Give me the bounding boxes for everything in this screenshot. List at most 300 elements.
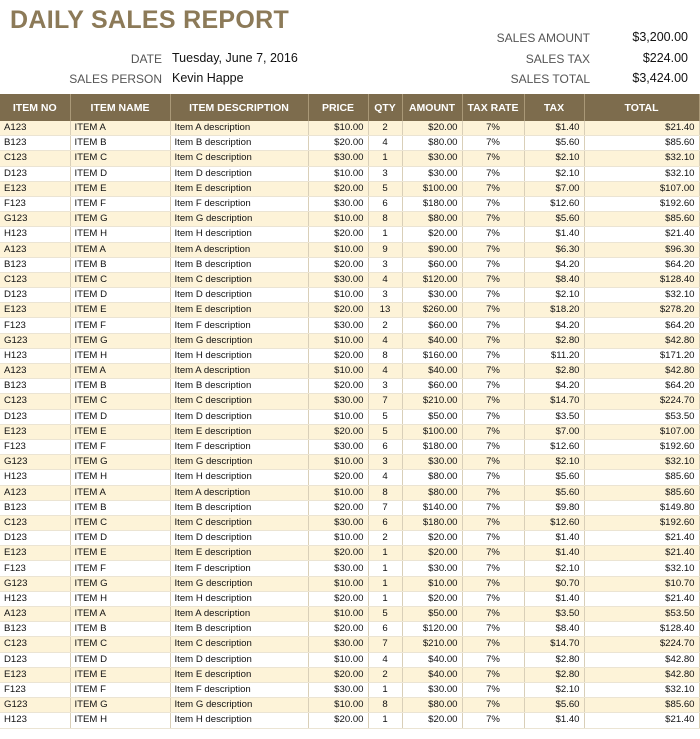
cell-item-name: ITEM A: [70, 242, 170, 257]
cell-item-name: ITEM D: [70, 531, 170, 546]
cell-item-name: ITEM H: [70, 713, 170, 728]
cell-qty: 2: [368, 531, 402, 546]
cell-total: $21.40: [584, 591, 699, 606]
cell-amount: $210.00: [402, 637, 462, 652]
cell-item-name: ITEM B: [70, 622, 170, 637]
table-row: [0, 455, 699, 470]
cell-tax: $7.00: [524, 181, 584, 196]
cell-amount: $10.00: [402, 576, 462, 591]
cell-item-description: Item F description: [170, 196, 308, 211]
cell-qty: 7: [368, 637, 402, 652]
cell-item-no: C123: [0, 151, 70, 166]
cell-qty: 5: [368, 424, 402, 439]
cell-qty: 1: [368, 713, 402, 728]
cell-qty: 9: [368, 242, 402, 257]
cell-tax-rate: 7%: [462, 667, 524, 682]
cell-tax-rate: 7%: [462, 500, 524, 515]
cell-item-description: Item C description: [170, 394, 308, 409]
cell-item-description: Item E description: [170, 546, 308, 561]
cell-item-name: ITEM C: [70, 515, 170, 530]
cell-qty: 5: [368, 181, 402, 196]
table-row: [0, 515, 699, 530]
cell-tax: $14.70: [524, 637, 584, 652]
cell-total: $149.80: [584, 500, 699, 515]
cell-item-no: G123: [0, 698, 70, 713]
cell-tax-rate: 7%: [462, 682, 524, 697]
table-row: [0, 394, 699, 409]
cell-qty: 6: [368, 515, 402, 530]
cell-amount: $80.00: [402, 470, 462, 485]
cell-tax-rate: 7%: [462, 364, 524, 379]
cell-amount: $140.00: [402, 500, 462, 515]
table-row: [0, 348, 699, 363]
cell-item-name: ITEM H: [70, 470, 170, 485]
cell-qty: 2: [368, 121, 402, 136]
cell-amount: $30.00: [402, 682, 462, 697]
cell-price: $20.00: [308, 470, 368, 485]
cell-amount: $20.00: [402, 227, 462, 242]
cell-total: $85.60: [584, 212, 699, 227]
table-row: [0, 424, 699, 439]
cell-item-description: Item G description: [170, 212, 308, 227]
cell-qty: 4: [368, 272, 402, 287]
cell-tax-rate: 7%: [462, 257, 524, 272]
cell-item-description: Item B description: [170, 622, 308, 637]
cell-amount: $40.00: [402, 652, 462, 667]
cell-tax: $2.80: [524, 364, 584, 379]
cell-tax: $2.80: [524, 333, 584, 348]
cell-item-name: ITEM D: [70, 652, 170, 667]
cell-tax: $0.70: [524, 576, 584, 591]
cell-price: $10.00: [308, 485, 368, 500]
cell-item-no: G123: [0, 455, 70, 470]
cell-item-name: ITEM G: [70, 576, 170, 591]
cell-qty: 8: [368, 698, 402, 713]
cell-amount: $90.00: [402, 242, 462, 257]
cell-item-no: A123: [0, 485, 70, 500]
cell-total: $192.60: [584, 439, 699, 454]
cell-tax: $2.10: [524, 561, 584, 576]
cell-price: $10.00: [308, 288, 368, 303]
cell-amount: $50.00: [402, 607, 462, 622]
cell-total: $96.30: [584, 242, 699, 257]
cell-item-name: ITEM C: [70, 272, 170, 287]
cell-total: $85.60: [584, 470, 699, 485]
cell-tax-rate: 7%: [462, 242, 524, 257]
cell-tax: $12.60: [524, 439, 584, 454]
cell-amount: $260.00: [402, 303, 462, 318]
cell-price: $20.00: [308, 227, 368, 242]
cell-price: $20.00: [308, 303, 368, 318]
cell-item-name: ITEM B: [70, 136, 170, 151]
cell-tax: $3.50: [524, 409, 584, 424]
cell-qty: 8: [368, 212, 402, 227]
cell-amount: $40.00: [402, 333, 462, 348]
cell-amount: $20.00: [402, 531, 462, 546]
cell-item-no: E123: [0, 546, 70, 561]
cell-tax-rate: 7%: [462, 698, 524, 713]
cell-item-name: ITEM H: [70, 348, 170, 363]
cell-total: $21.40: [584, 227, 699, 242]
cell-amount: $80.00: [402, 136, 462, 151]
cell-amount: $180.00: [402, 515, 462, 530]
cell-total: $10.70: [584, 576, 699, 591]
cell-item-no: B123: [0, 257, 70, 272]
cell-tax-rate: 7%: [462, 303, 524, 318]
cell-amount: $40.00: [402, 364, 462, 379]
cell-total: $32.10: [584, 166, 699, 181]
cell-tax: $1.40: [524, 121, 584, 136]
cell-tax-rate: 7%: [462, 348, 524, 363]
date-label: DATE: [130, 52, 162, 66]
cell-item-no: D123: [0, 166, 70, 181]
cell-item-no: G123: [0, 576, 70, 591]
cell-qty: 6: [368, 196, 402, 211]
cell-item-name: ITEM F: [70, 318, 170, 333]
cell-item-description: Item F description: [170, 318, 308, 333]
cell-item-no: H123: [0, 470, 70, 485]
cell-total: $224.70: [584, 637, 699, 652]
cell-qty: 4: [368, 652, 402, 667]
sales-total-value: $3,424.00: [632, 71, 688, 85]
cell-tax-rate: 7%: [462, 637, 524, 652]
cell-item-name: ITEM A: [70, 485, 170, 500]
cell-item-description: Item C description: [170, 151, 308, 166]
cell-item-name: ITEM A: [70, 607, 170, 622]
cell-amount: $30.00: [402, 561, 462, 576]
cell-tax-rate: 7%: [462, 576, 524, 591]
cell-tax-rate: 7%: [462, 212, 524, 227]
date-value: Tuesday, June 7, 2016: [172, 51, 298, 65]
cell-tax: $2.10: [524, 455, 584, 470]
cell-amount: $180.00: [402, 439, 462, 454]
cell-item-no: F123: [0, 561, 70, 576]
cell-item-no: F123: [0, 682, 70, 697]
cell-qty: 8: [368, 348, 402, 363]
cell-amount: $20.00: [402, 591, 462, 606]
table-row: [0, 212, 699, 227]
cell-tax: $1.40: [524, 531, 584, 546]
cell-price: $10.00: [308, 121, 368, 136]
cell-item-description: Item G description: [170, 576, 308, 591]
cell-item-no: B123: [0, 136, 70, 151]
cell-tax: $4.20: [524, 379, 584, 394]
cell-tax-rate: 7%: [462, 409, 524, 424]
cell-price: $10.00: [308, 607, 368, 622]
table-row: [0, 136, 699, 151]
cell-tax: $1.40: [524, 227, 584, 242]
cell-amount: $20.00: [402, 546, 462, 561]
cell-item-name: ITEM E: [70, 303, 170, 318]
header-item-no: ITEM NO: [0, 94, 70, 121]
cell-item-description: Item B description: [170, 136, 308, 151]
cell-qty: 8: [368, 485, 402, 500]
cell-tax-rate: 7%: [462, 288, 524, 303]
cell-item-no: E123: [0, 667, 70, 682]
cell-price: $10.00: [308, 455, 368, 470]
cell-price: $10.00: [308, 652, 368, 667]
cell-tax: $4.20: [524, 318, 584, 333]
cell-item-no: G123: [0, 333, 70, 348]
table-row: [0, 196, 699, 211]
cell-total: $32.10: [584, 561, 699, 576]
cell-item-name: ITEM B: [70, 379, 170, 394]
cell-item-name: ITEM G: [70, 698, 170, 713]
cell-item-description: Item C description: [170, 272, 308, 287]
sales-tax-value: $224.00: [642, 51, 688, 65]
table-row: [0, 500, 699, 515]
cell-price: $10.00: [308, 166, 368, 181]
cell-item-description: Item B description: [170, 257, 308, 272]
cell-price: $10.00: [308, 333, 368, 348]
cell-tax-rate: 7%: [462, 470, 524, 485]
cell-qty: 3: [368, 455, 402, 470]
cell-price: $30.00: [308, 196, 368, 211]
cell-item-name: ITEM G: [70, 212, 170, 227]
header-item-description: ITEM DESCRIPTION: [170, 94, 308, 121]
cell-tax: $2.80: [524, 667, 584, 682]
cell-tax-rate: 7%: [462, 591, 524, 606]
header-tax-rate: TAX RATE: [462, 94, 524, 121]
cell-qty: 4: [368, 364, 402, 379]
table-header-row: [0, 94, 699, 121]
cell-tax: $9.80: [524, 500, 584, 515]
cell-item-no: C123: [0, 272, 70, 287]
cell-price: $20.00: [308, 622, 368, 637]
cell-total: $107.00: [584, 181, 699, 196]
cell-total: $32.10: [584, 455, 699, 470]
table-row: [0, 637, 699, 652]
cell-item-description: Item B description: [170, 379, 308, 394]
table-row: [0, 121, 699, 136]
cell-qty: 6: [368, 439, 402, 454]
cell-item-description: Item F description: [170, 682, 308, 697]
cell-tax-rate: 7%: [462, 622, 524, 637]
cell-tax-rate: 7%: [462, 379, 524, 394]
table-row: [0, 364, 699, 379]
cell-item-no: H123: [0, 227, 70, 242]
table-row: [0, 546, 699, 561]
sales-amount-label: SALES AMOUNT: [496, 31, 590, 45]
cell-item-no: H123: [0, 348, 70, 363]
cell-item-description: Item D description: [170, 288, 308, 303]
cell-qty: 2: [368, 667, 402, 682]
cell-item-no: H123: [0, 591, 70, 606]
cell-amount: $120.00: [402, 272, 462, 287]
cell-total: $64.20: [584, 318, 699, 333]
cell-item-description: Item H description: [170, 470, 308, 485]
cell-amount: $30.00: [402, 151, 462, 166]
cell-amount: $30.00: [402, 455, 462, 470]
table-row: [0, 303, 699, 318]
cell-price: $30.00: [308, 637, 368, 652]
cell-qty: 7: [368, 394, 402, 409]
cell-item-no: D123: [0, 409, 70, 424]
cell-price: $30.00: [308, 151, 368, 166]
cell-item-name: ITEM C: [70, 394, 170, 409]
cell-item-description: Item A description: [170, 121, 308, 136]
cell-amount: $20.00: [402, 121, 462, 136]
table-row: [0, 181, 699, 196]
cell-item-description: Item D description: [170, 652, 308, 667]
cell-total: $85.60: [584, 485, 699, 500]
cell-item-no: C123: [0, 515, 70, 530]
cell-item-description: Item G description: [170, 455, 308, 470]
cell-tax: $11.20: [524, 348, 584, 363]
cell-tax-rate: 7%: [462, 394, 524, 409]
cell-price: $20.00: [308, 500, 368, 515]
cell-item-description: Item D description: [170, 166, 308, 181]
cell-item-name: ITEM H: [70, 591, 170, 606]
cell-tax: $5.60: [524, 698, 584, 713]
cell-item-description: Item A description: [170, 364, 308, 379]
cell-total: $42.80: [584, 364, 699, 379]
table-row: [0, 439, 699, 454]
cell-price: $20.00: [308, 713, 368, 728]
cell-qty: 3: [368, 288, 402, 303]
sales-table: [0, 94, 700, 729]
table-row: [0, 288, 699, 303]
table-row: [0, 652, 699, 667]
cell-amount: $180.00: [402, 196, 462, 211]
cell-item-name: ITEM B: [70, 257, 170, 272]
cell-amount: $120.00: [402, 622, 462, 637]
table-row: [0, 166, 699, 181]
cell-item-name: ITEM F: [70, 439, 170, 454]
cell-tax-rate: 7%: [462, 531, 524, 546]
cell-tax-rate: 7%: [462, 424, 524, 439]
cell-tax: $5.60: [524, 485, 584, 500]
cell-total: $85.60: [584, 698, 699, 713]
cell-amount: $60.00: [402, 379, 462, 394]
cell-item-name: ITEM H: [70, 227, 170, 242]
cell-item-no: A123: [0, 242, 70, 257]
sales-total-label: SALES TOTAL: [510, 72, 590, 86]
cell-tax-rate: 7%: [462, 181, 524, 196]
cell-item-description: Item F description: [170, 561, 308, 576]
cell-price: $10.00: [308, 364, 368, 379]
cell-amount: $20.00: [402, 713, 462, 728]
cell-item-no: A123: [0, 607, 70, 622]
cell-item-description: Item F description: [170, 439, 308, 454]
cell-qty: 7: [368, 500, 402, 515]
cell-item-description: Item H description: [170, 227, 308, 242]
cell-tax: $12.60: [524, 515, 584, 530]
cell-price: $10.00: [308, 531, 368, 546]
cell-item-no: D123: [0, 652, 70, 667]
cell-item-name: ITEM A: [70, 364, 170, 379]
cell-qty: 13: [368, 303, 402, 318]
cell-qty: 1: [368, 682, 402, 697]
cell-item-no: B123: [0, 500, 70, 515]
cell-price: $30.00: [308, 439, 368, 454]
table-row: [0, 318, 699, 333]
cell-tax: $2.10: [524, 166, 584, 181]
cell-tax-rate: 7%: [462, 333, 524, 348]
cell-item-name: ITEM F: [70, 196, 170, 211]
cell-tax-rate: 7%: [462, 318, 524, 333]
report-title: DAILY SALES REPORT: [10, 6, 290, 34]
cell-price: $20.00: [308, 181, 368, 196]
cell-total: $42.80: [584, 667, 699, 682]
header-qty: QTY: [368, 94, 402, 121]
cell-item-name: ITEM D: [70, 288, 170, 303]
cell-item-description: Item E description: [170, 303, 308, 318]
cell-price: $20.00: [308, 546, 368, 561]
cell-tax: $18.20: [524, 303, 584, 318]
cell-tax: $1.40: [524, 713, 584, 728]
cell-total: $278.20: [584, 303, 699, 318]
cell-tax-rate: 7%: [462, 561, 524, 576]
cell-item-description: Item C description: [170, 515, 308, 530]
cell-item-no: E123: [0, 181, 70, 196]
cell-tax-rate: 7%: [462, 196, 524, 211]
sales-person-label: SALES PERSON: [69, 72, 162, 86]
cell-item-name: ITEM E: [70, 667, 170, 682]
table-row: [0, 257, 699, 272]
cell-item-description: Item H description: [170, 713, 308, 728]
cell-item-no: D123: [0, 288, 70, 303]
cell-item-description: Item H description: [170, 591, 308, 606]
header-tax: TAX: [524, 94, 584, 121]
cell-total: $32.10: [584, 288, 699, 303]
cell-total: $53.50: [584, 607, 699, 622]
cell-total: $21.40: [584, 531, 699, 546]
header-price: PRICE: [308, 94, 368, 121]
cell-item-no: B123: [0, 379, 70, 394]
cell-amount: $210.00: [402, 394, 462, 409]
header-item-name: ITEM NAME: [70, 94, 170, 121]
cell-tax-rate: 7%: [462, 713, 524, 728]
table-row: [0, 409, 699, 424]
cell-qty: 6: [368, 622, 402, 637]
table-row: [0, 470, 699, 485]
cell-item-name: ITEM B: [70, 500, 170, 515]
cell-item-name: ITEM A: [70, 121, 170, 136]
cell-tax: $2.10: [524, 151, 584, 166]
cell-item-name: ITEM C: [70, 151, 170, 166]
cell-qty: 1: [368, 227, 402, 242]
cell-tax: $8.40: [524, 622, 584, 637]
cell-price: $20.00: [308, 667, 368, 682]
cell-tax-rate: 7%: [462, 272, 524, 287]
cell-total: $171.20: [584, 348, 699, 363]
cell-price: $30.00: [308, 394, 368, 409]
cell-tax-rate: 7%: [462, 455, 524, 470]
cell-tax: $1.40: [524, 546, 584, 561]
cell-qty: 4: [368, 136, 402, 151]
cell-tax: $8.40: [524, 272, 584, 287]
cell-tax: $14.70: [524, 394, 584, 409]
cell-tax: $12.60: [524, 196, 584, 211]
cell-amount: $60.00: [402, 257, 462, 272]
cell-tax: $4.20: [524, 257, 584, 272]
cell-total: $21.40: [584, 546, 699, 561]
cell-item-no: F123: [0, 318, 70, 333]
cell-qty: 5: [368, 409, 402, 424]
cell-item-no: A123: [0, 364, 70, 379]
cell-item-name: ITEM F: [70, 682, 170, 697]
cell-price: $10.00: [308, 242, 368, 257]
cell-qty: 1: [368, 561, 402, 576]
cell-item-description: Item D description: [170, 531, 308, 546]
cell-qty: 1: [368, 576, 402, 591]
cell-tax-rate: 7%: [462, 151, 524, 166]
cell-price: $30.00: [308, 561, 368, 576]
cell-tax-rate: 7%: [462, 546, 524, 561]
table-row: [0, 333, 699, 348]
cell-item-description: Item A description: [170, 607, 308, 622]
